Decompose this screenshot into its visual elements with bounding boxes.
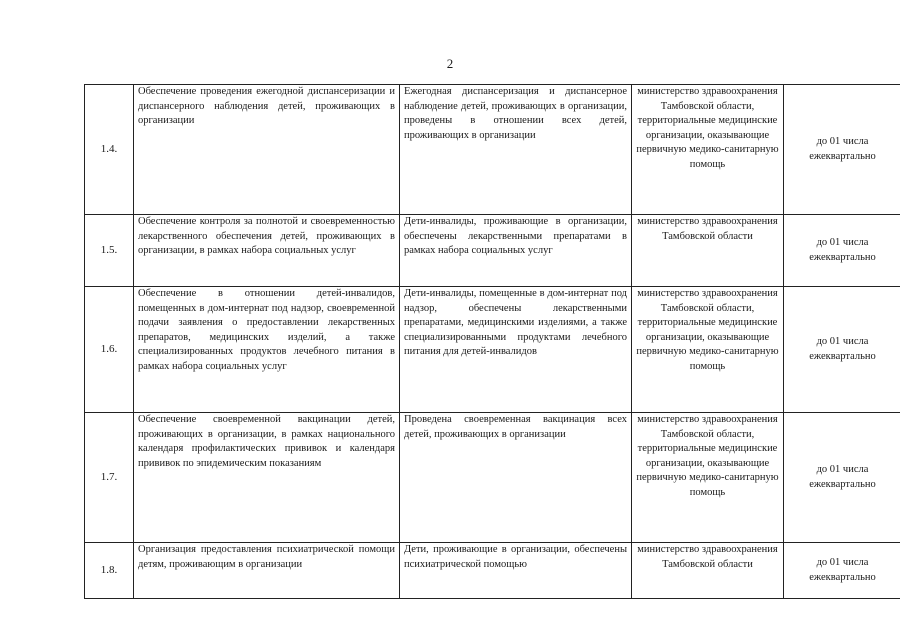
row-number: 1.6. <box>85 287 134 413</box>
row-number: 1.7. <box>85 413 134 543</box>
term-cell: до 01 числа ежеквартально <box>784 413 900 543</box>
page-number: 2 <box>446 56 454 71</box>
result-cell: Дети, проживающие в организации, обеспечены психиатрической помощью <box>400 543 632 599</box>
term-cell: до 01 числа ежеквартально <box>784 287 900 413</box>
responsible-cell: министерство здравоохранения Тамбовской области <box>632 543 784 599</box>
result-cell: Проведена своевременная вакцинация всех детей, проживающих в организации <box>400 413 632 543</box>
result-cell: Ежегодная диспансеризация и диспансерное наблюдение детей, проживающих в организации, проведены в отношении всех детей, проживающих в организации <box>400 85 632 215</box>
result-cell: Дети-инвалиды, проживающие в организации, обеспечены лекарственными препаратами в рамках набора социальных услуг <box>400 215 632 287</box>
result-cell: Дети-инвалиды, помещенные в дом-интернат под надзор, обеспечены лекарственными препаратами, медицинскими изделиями, а также специализированными продуктами лечебного питания для детей-инвалидов <box>400 287 632 413</box>
action-cell: Организация предоставления психиатрической помощи детям, проживающим в организации <box>134 543 400 599</box>
action-cell: Обеспечение в отношении детей-инвалидов, помещенных в дом-интернат под надзор, своевременной подачи заявления о предоставлении лекарственных препаратов, медицинских изделий, а также специализированных продуктов лечебного питания в рамках набора социальных услуг <box>134 287 400 413</box>
responsible-cell: министерство здравоохранения Тамбовской области, территориальные медицинские организации, оказывающие первичную медико-санитарную помощь <box>632 287 784 413</box>
row-number: 1.4. <box>85 85 134 215</box>
responsible-cell: министерство здравоохранения Тамбовской области, территориальные медицинские организации, оказывающие первичную медико-санитарную помощь <box>632 413 784 543</box>
responsible-cell: министерство здравоохранения Тамбовской области, территориальные медицинские организации, оказывающие первичную медико-санитарную помощь <box>632 85 784 215</box>
responsible-cell: министерство здравоохранения Тамбовской области <box>632 215 784 287</box>
row-number: 1.8. <box>85 543 134 599</box>
action-cell: Обеспечение проведения ежегодной диспансеризации и диспансерного наблюдения детей, проживающих в организации <box>134 85 400 215</box>
action-cell: Обеспечение контроля за полнотой и своевременностью лекарственного обеспечения детей, проживающих в организации, в рамках набора социальных услуг <box>134 215 400 287</box>
table-row <box>85 85 900 215</box>
table-row <box>85 543 900 599</box>
table-row <box>85 287 900 413</box>
table-row <box>85 215 900 287</box>
term-cell: до 01 числа ежеквартально <box>784 543 900 599</box>
row-number: 1.5. <box>85 215 134 287</box>
term-cell: до 01 числа ежеквартально <box>784 215 900 287</box>
measures-table <box>84 84 900 599</box>
term-cell: до 01 числа ежеквартально <box>784 85 900 215</box>
table-row <box>85 413 900 543</box>
action-cell: Обеспечение своевременной вакцинации детей, проживающих в организации, в рамках национального календаря профилактических прививок и календаря прививок по эпидемическим показаниям <box>134 413 400 543</box>
